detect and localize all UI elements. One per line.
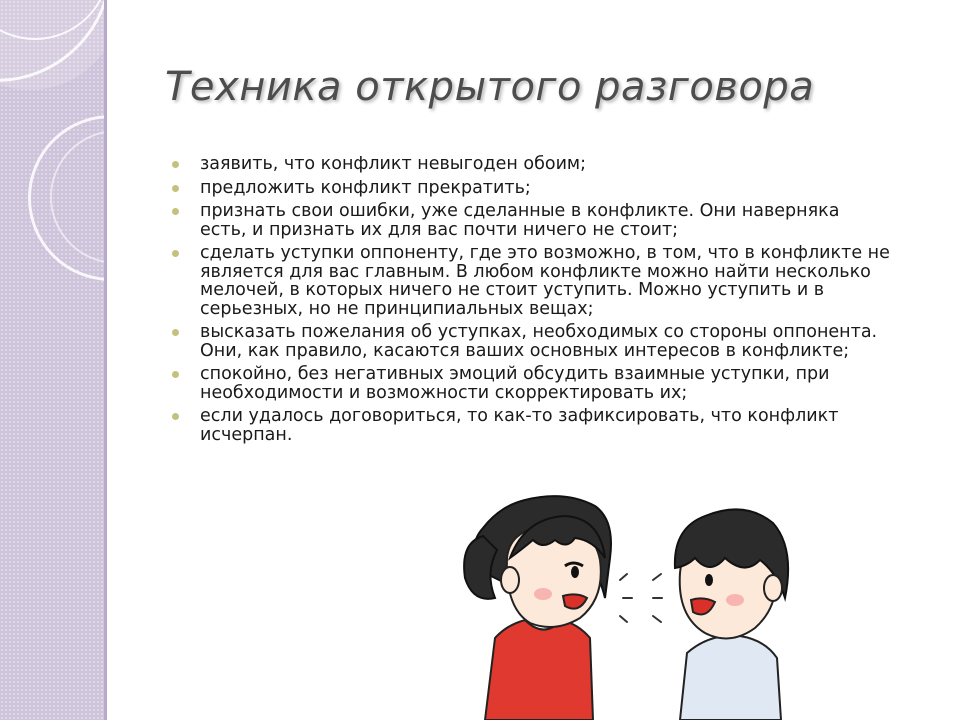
speech-dashes-icon [620,574,662,622]
girl-face-icon [464,496,611,720]
conversation-illustration [455,488,925,720]
bullet-item: предложить конфликт прекратить; [170,179,890,198]
bullet-item: если удалось договориться, то как-то зафиксировать, что конфликт исчерпан. [170,407,890,444]
bullet-item: заявить, что конфликт невыгоден обоим; [170,155,890,174]
bullet-list [170,155,890,449]
bullet-item: сделать уступки оппоненту, где это возможно, в том, что в конфликте не является для вас главным. В любом конфликте можно найти несколько мелочей, в которых ничего не стоит уступить. Можно уступить и в серьезных, но не принципиальных вещах; [170,244,890,318]
slide-title: Техника открытого разговора [165,64,815,110]
bullet-item: признать свои ошибки, уже сделанные в конфликте. Они наверняка есть, и признать их для вас почти ничего не стоит; [170,202,890,239]
decorative-sidebar [0,0,107,720]
bullet-item: высказать пожелания об уступках, необходимых со стороны оппонента. Они, как правило, касаются ваших основных интересов в конфликте; [170,323,890,360]
sidebar-edge [104,0,107,720]
boy-face-icon [675,509,788,720]
bullet-item: спокойно, без негативных эмоций обсудить взаимные уступки, при необходимости и возможности скорректировать их; [170,365,890,402]
